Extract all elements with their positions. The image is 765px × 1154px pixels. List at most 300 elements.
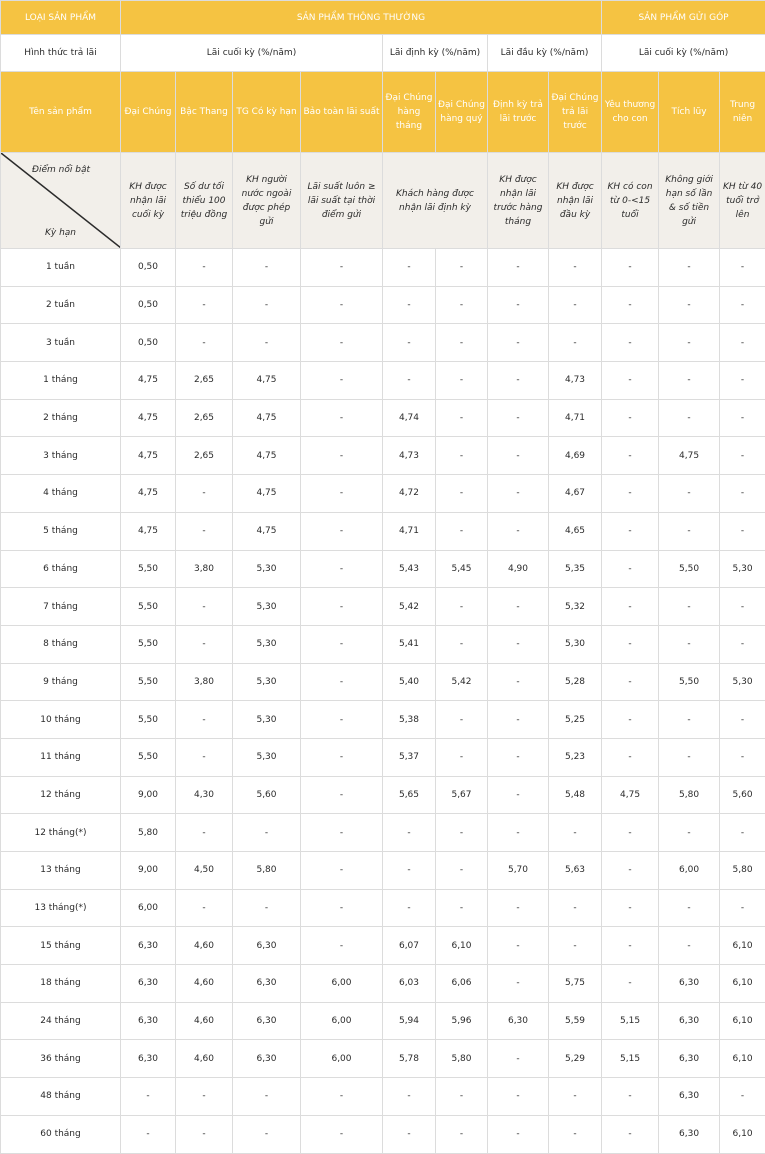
rate-cell: - xyxy=(602,1115,659,1153)
rate-cell: 6,10 xyxy=(720,1115,765,1153)
rate-cell: - xyxy=(720,588,765,626)
table-row xyxy=(1,625,765,663)
rate-cell: - xyxy=(488,249,549,287)
rate-cell: - xyxy=(488,475,549,513)
term-cell: 3 tuần xyxy=(1,324,121,362)
rate-cell: - xyxy=(301,437,383,475)
rate-cell: - xyxy=(301,852,383,890)
rate-cell: - xyxy=(436,889,488,927)
rate-cell: - xyxy=(488,324,549,362)
rate-cell: 4,73 xyxy=(549,362,602,400)
rate-cell: - xyxy=(659,588,720,626)
rate-cell: 5,30 xyxy=(720,663,765,701)
rate-cell: 5,25 xyxy=(549,701,602,739)
rate-cell: - xyxy=(488,1040,549,1078)
table-row xyxy=(1,1002,765,1040)
table-row xyxy=(1,738,765,776)
rate-cell: 4,75 xyxy=(121,512,176,550)
rate-cell: - xyxy=(176,324,233,362)
rate-cell: - xyxy=(383,1115,436,1153)
rate-cell: 4,71 xyxy=(383,512,436,550)
rate-cell: - xyxy=(301,588,383,626)
rate-cell: 5,30 xyxy=(233,701,301,739)
rate-cell: 6,30 xyxy=(121,1040,176,1078)
rate-cell: - xyxy=(383,1078,436,1116)
rate-cell: 6,10 xyxy=(720,1002,765,1040)
rate-cell: - xyxy=(720,437,765,475)
rate-cell: - xyxy=(549,286,602,324)
term-cell: 48 tháng xyxy=(1,1078,121,1116)
rate-cell: - xyxy=(301,1115,383,1153)
rate-cell: 4,75 xyxy=(121,475,176,513)
feature-cell: KH người nước ngoài được phép gửi xyxy=(233,153,301,249)
table-row xyxy=(1,1078,765,1116)
rate-cell: 6,10 xyxy=(436,927,488,965)
rate-cell: - xyxy=(602,399,659,437)
rate-cell: - xyxy=(301,286,383,324)
feature-cell: Số dư tối thiểu 100 triệu đồng xyxy=(176,153,233,249)
rate-cell: 6,00 xyxy=(659,852,720,890)
rate-cell: 4,75 xyxy=(121,437,176,475)
product-name: Đại Chúng xyxy=(121,72,176,153)
term-cell: 1 tuần xyxy=(1,249,121,287)
rate-cell: 6,30 xyxy=(659,1078,720,1116)
term-cell: 5 tháng xyxy=(1,512,121,550)
term-cell: 3 tháng xyxy=(1,437,121,475)
rate-cell: 5,28 xyxy=(549,663,602,701)
rate-cell: - xyxy=(602,625,659,663)
product-name-label: Tên sản phẩm xyxy=(1,72,121,153)
term-cell: 8 tháng xyxy=(1,625,121,663)
rate-cell: - xyxy=(436,286,488,324)
rate-cell: 6,00 xyxy=(301,1040,383,1078)
table-row xyxy=(1,324,765,362)
rate-cell: - xyxy=(176,701,233,739)
table-row xyxy=(1,550,765,588)
diagonal-header-cell xyxy=(1,153,121,249)
rate-cell: - xyxy=(436,362,488,400)
rate-cell: 5,38 xyxy=(383,701,436,739)
payment-end-of-term: Lãi cuối kỳ (%/năm) xyxy=(121,35,383,72)
rate-cell: 5,45 xyxy=(436,550,488,588)
rate-cell: 5,37 xyxy=(383,738,436,776)
rate-cell: - xyxy=(301,663,383,701)
rate-cell: - xyxy=(383,889,436,927)
rate-cell: - xyxy=(233,324,301,362)
payment-savings-end-of-term: Lãi cuối kỳ (%/năm) xyxy=(602,35,765,72)
table-row xyxy=(1,965,765,1003)
rate-cell: - xyxy=(301,814,383,852)
rate-cell: - xyxy=(301,701,383,739)
product-name: Đại Chúng trả lãi trước xyxy=(549,72,602,153)
rate-cell: 6,30 xyxy=(233,927,301,965)
term-cell: 18 tháng xyxy=(1,965,121,1003)
rate-cell: - xyxy=(488,776,549,814)
rate-cell: 5,30 xyxy=(233,588,301,626)
rate-cell: - xyxy=(602,852,659,890)
rate-cell: 4,60 xyxy=(176,1002,233,1040)
term-cell: 7 tháng xyxy=(1,588,121,626)
rate-cell: - xyxy=(659,399,720,437)
term-cell: 36 tháng xyxy=(1,1040,121,1078)
rate-cell: - xyxy=(436,324,488,362)
term-cell: 9 tháng xyxy=(1,663,121,701)
product-name: Đại Chúng hàng quý xyxy=(436,72,488,153)
rate-cell: - xyxy=(659,738,720,776)
rate-cell: - xyxy=(488,588,549,626)
rate-cell: - xyxy=(602,550,659,588)
feature-cell: KH được nhận lãi đầu kỳ xyxy=(549,153,602,249)
rate-cell: 2,65 xyxy=(176,437,233,475)
rate-cell: - xyxy=(488,663,549,701)
term-corner-label: Kỳ hạn xyxy=(45,226,76,240)
rate-cell: - xyxy=(602,738,659,776)
rate-cell: 6,30 xyxy=(233,1002,301,1040)
rate-cell: - xyxy=(301,399,383,437)
rate-cell: - xyxy=(233,249,301,287)
rate-cell: - xyxy=(488,399,549,437)
rate-cell: 6,00 xyxy=(301,1002,383,1040)
rate-cell: - xyxy=(176,1115,233,1153)
term-cell: 15 tháng xyxy=(1,927,121,965)
rate-cell: - xyxy=(233,1115,301,1153)
table-row xyxy=(1,512,765,550)
rate-cell: 6,30 xyxy=(121,927,176,965)
rate-cell: - xyxy=(176,1078,233,1116)
rate-cell: - xyxy=(720,362,765,400)
rate-cell: 6,30 xyxy=(121,1002,176,1040)
rate-cell: 5,60 xyxy=(233,776,301,814)
rate-cell: 5,23 xyxy=(549,738,602,776)
rate-cell: 6,00 xyxy=(121,889,176,927)
rate-cell: - xyxy=(383,286,436,324)
group-regular-products: SẢN PHẨM THÔNG THƯỜNG xyxy=(121,1,602,35)
rate-cell: - xyxy=(720,249,765,287)
rate-cell: 5,29 xyxy=(549,1040,602,1078)
rate-cell: 6,06 xyxy=(436,965,488,1003)
rate-cell: - xyxy=(301,324,383,362)
rate-cell: - xyxy=(602,663,659,701)
rate-cell: 4,73 xyxy=(383,437,436,475)
rate-cell: - xyxy=(233,814,301,852)
feature-cell: Khách hàng được nhận lãi định kỳ xyxy=(383,153,488,249)
product-name: TG Có kỳ hạn xyxy=(233,72,301,153)
rate-cell: 5,40 xyxy=(383,663,436,701)
rate-cell: - xyxy=(436,852,488,890)
rate-cell: 4,60 xyxy=(176,1040,233,1078)
rate-cell: 5,41 xyxy=(383,625,436,663)
rate-cell: 4,75 xyxy=(659,437,720,475)
rate-cell: 6,30 xyxy=(659,1115,720,1153)
table-row xyxy=(1,927,765,965)
table-row xyxy=(1,814,765,852)
rate-cell: - xyxy=(488,738,549,776)
rate-cell: 5,30 xyxy=(233,738,301,776)
product-name: Đại Chúng hàng tháng xyxy=(383,72,436,153)
rate-cell: 5,60 xyxy=(720,776,765,814)
rate-cell: - xyxy=(488,512,549,550)
table-row xyxy=(1,286,765,324)
rate-cell: 5,30 xyxy=(233,663,301,701)
rate-cell: - xyxy=(176,814,233,852)
rate-cell: - xyxy=(602,927,659,965)
rate-cell: - xyxy=(176,512,233,550)
rate-cell: - xyxy=(488,1078,549,1116)
term-cell: 60 tháng xyxy=(1,1115,121,1153)
rate-cell: - xyxy=(720,475,765,513)
rate-cell: 4,69 xyxy=(549,437,602,475)
feature-cell: Lãi suất luôn ≥ lãi suất tại thời điểm gửi xyxy=(301,153,383,249)
rate-cell: - xyxy=(659,249,720,287)
rate-cell: - xyxy=(549,1115,602,1153)
rate-cell: 5,80 xyxy=(659,776,720,814)
product-type-label: LOẠI SẢN PHẨM xyxy=(1,1,121,35)
rate-rows xyxy=(1,249,765,1154)
rate-cell: 4,75 xyxy=(121,362,176,400)
rate-cell: - xyxy=(383,249,436,287)
rate-cell: 5,15 xyxy=(602,1002,659,1040)
rate-cell: - xyxy=(659,362,720,400)
rate-cell: 4,75 xyxy=(233,399,301,437)
rate-cell: 4,72 xyxy=(383,475,436,513)
rate-cell: 5,50 xyxy=(121,738,176,776)
rate-cell: - xyxy=(383,362,436,400)
table-row xyxy=(1,852,765,890)
rate-cell: - xyxy=(176,738,233,776)
rate-cell: - xyxy=(488,965,549,1003)
feature-cell: KH từ 40 tuổi trở lên xyxy=(720,153,765,249)
rate-cell: - xyxy=(659,927,720,965)
table-row xyxy=(1,399,765,437)
rate-cell: 9,00 xyxy=(121,776,176,814)
term-cell: 13 tháng(*) xyxy=(1,889,121,927)
rate-cell: 5,50 xyxy=(121,550,176,588)
feature-cell: KH được nhận lãi cuối kỳ xyxy=(121,153,176,249)
rate-cell: - xyxy=(602,1078,659,1116)
rate-cell: 5,30 xyxy=(233,550,301,588)
rate-cell: - xyxy=(176,249,233,287)
rate-cell: 5,15 xyxy=(602,1040,659,1078)
rate-cell: 5,94 xyxy=(383,1002,436,1040)
rate-cell: - xyxy=(301,475,383,513)
rate-cell: - xyxy=(488,625,549,663)
rate-cell: - xyxy=(436,588,488,626)
rate-cell: 6,00 xyxy=(301,965,383,1003)
rate-cell: - xyxy=(436,701,488,739)
table-row xyxy=(1,1115,765,1153)
feature-cell: Không giới hạn số lần & số tiền gửi xyxy=(659,153,720,249)
rate-cell: - xyxy=(602,512,659,550)
rate-cell: 3,80 xyxy=(176,550,233,588)
rate-cell: - xyxy=(383,324,436,362)
product-type-row xyxy=(1,1,765,35)
rate-cell: - xyxy=(301,550,383,588)
rate-cell: 5,30 xyxy=(549,625,602,663)
rate-cell: 4,75 xyxy=(602,776,659,814)
rate-cell: - xyxy=(176,625,233,663)
rate-cell: 5,59 xyxy=(549,1002,602,1040)
rate-cell: 4,30 xyxy=(176,776,233,814)
rate-cell: - xyxy=(233,889,301,927)
table-row xyxy=(1,889,765,927)
rate-cell: - xyxy=(436,1115,488,1153)
rate-cell: - xyxy=(436,1078,488,1116)
rate-cell: - xyxy=(488,889,549,927)
product-name: Yêu thương cho con xyxy=(602,72,659,153)
term-cell: 24 tháng xyxy=(1,1002,121,1040)
table-row xyxy=(1,362,765,400)
rate-cell: - xyxy=(659,324,720,362)
rate-cell: 4,75 xyxy=(121,399,176,437)
product-name: Định kỳ trả lãi trước xyxy=(488,72,549,153)
rate-cell: 3,80 xyxy=(176,663,233,701)
rate-cell: - xyxy=(176,588,233,626)
rate-cell: - xyxy=(602,249,659,287)
rate-cell: 6,30 xyxy=(659,1002,720,1040)
rate-cell: - xyxy=(436,437,488,475)
rate-cell: - xyxy=(549,1078,602,1116)
rate-cell: - xyxy=(488,927,549,965)
rate-cell: - xyxy=(659,701,720,739)
rate-cell: 6,03 xyxy=(383,965,436,1003)
rate-cell: - xyxy=(602,814,659,852)
rate-cell: 6,30 xyxy=(659,965,720,1003)
rate-cell: - xyxy=(659,814,720,852)
rate-cell: - xyxy=(383,852,436,890)
rate-cell: 4,60 xyxy=(176,965,233,1003)
term-cell: 4 tháng xyxy=(1,475,121,513)
rate-cell: 5,50 xyxy=(659,550,720,588)
rate-cell: - xyxy=(720,889,765,927)
rate-cell: 6,30 xyxy=(659,1040,720,1078)
rate-cell: - xyxy=(436,738,488,776)
rate-cell: - xyxy=(121,1078,176,1116)
rate-cell: - xyxy=(488,701,549,739)
rate-cell: - xyxy=(659,889,720,927)
rate-cell: 5,65 xyxy=(383,776,436,814)
term-cell: 1 tháng xyxy=(1,362,121,400)
rate-cell: - xyxy=(659,625,720,663)
rate-cell: 6,10 xyxy=(720,1040,765,1078)
rate-cell: - xyxy=(602,588,659,626)
rate-cell: - xyxy=(602,965,659,1003)
rate-cell: - xyxy=(549,927,602,965)
rate-cell: - xyxy=(233,1078,301,1116)
rate-cell: 4,74 xyxy=(383,399,436,437)
rate-cell: 6,30 xyxy=(488,1002,549,1040)
rate-cell: - xyxy=(436,512,488,550)
term-cell: 11 tháng xyxy=(1,738,121,776)
rate-cell: - xyxy=(301,512,383,550)
rate-cell: - xyxy=(301,362,383,400)
rate-cell: - xyxy=(659,475,720,513)
rate-cell: - xyxy=(488,286,549,324)
rate-cell: 4,75 xyxy=(233,512,301,550)
rate-cell: 4,65 xyxy=(549,512,602,550)
rate-cell: 5,35 xyxy=(549,550,602,588)
term-cell: 10 tháng xyxy=(1,701,121,739)
payment-upfront: Lãi đầu kỳ (%/năm) xyxy=(488,35,602,72)
rate-cell: - xyxy=(720,701,765,739)
rate-cell: - xyxy=(301,776,383,814)
rate-cell: - xyxy=(720,738,765,776)
product-name: Trung niên xyxy=(720,72,765,153)
rate-cell: 5,48 xyxy=(549,776,602,814)
group-savings-products: SẢN PHẨM GỬI GÓP xyxy=(602,1,765,35)
rate-cell: - xyxy=(121,1115,176,1153)
rate-cell: - xyxy=(436,475,488,513)
rate-cell: - xyxy=(602,701,659,739)
rate-cell: 5,30 xyxy=(720,550,765,588)
term-cell: 6 tháng xyxy=(1,550,121,588)
rate-cell: 5,63 xyxy=(549,852,602,890)
rate-cell: 2,65 xyxy=(176,362,233,400)
rate-cell: 6,10 xyxy=(720,965,765,1003)
rate-cell: - xyxy=(602,475,659,513)
rate-cell: 4,75 xyxy=(233,437,301,475)
rate-cell: 4,67 xyxy=(549,475,602,513)
rate-cell: 5,30 xyxy=(233,625,301,663)
rate-cell: 9,00 xyxy=(121,852,176,890)
rate-cell: - xyxy=(436,625,488,663)
rate-cell: 5,50 xyxy=(121,701,176,739)
rate-cell: - xyxy=(659,512,720,550)
rate-cell: 6,30 xyxy=(233,1040,301,1078)
product-name: Bảo toàn lãi suất xyxy=(301,72,383,153)
rate-cell: 4,75 xyxy=(233,475,301,513)
product-name-row xyxy=(1,72,765,153)
rate-cell: 6,30 xyxy=(121,965,176,1003)
rate-cell: 5,70 xyxy=(488,852,549,890)
rate-cell: - xyxy=(436,399,488,437)
rate-cell: - xyxy=(549,249,602,287)
rate-cell: - xyxy=(176,889,233,927)
rate-cell: 4,90 xyxy=(488,550,549,588)
rate-cell: 5,80 xyxy=(121,814,176,852)
feature-cell: KH được nhận lãi trước hàng tháng xyxy=(488,153,549,249)
rate-cell: 5,50 xyxy=(659,663,720,701)
rate-cell: - xyxy=(659,286,720,324)
payment-method-label: Hình thức trả lãi xyxy=(1,35,121,72)
rate-cell: - xyxy=(602,362,659,400)
rate-cell: 4,71 xyxy=(549,399,602,437)
rate-cell: 4,75 xyxy=(233,362,301,400)
rate-cell: - xyxy=(602,286,659,324)
term-cell: 12 tháng xyxy=(1,776,121,814)
rate-cell: 4,60 xyxy=(176,927,233,965)
product-name: Bậc Thang xyxy=(176,72,233,153)
table-row xyxy=(1,475,765,513)
rate-cell: - xyxy=(720,814,765,852)
rate-cell: - xyxy=(383,814,436,852)
rate-cell: 5,80 xyxy=(720,852,765,890)
product-name: Tích lũy xyxy=(659,72,720,153)
rate-cell: - xyxy=(176,286,233,324)
rate-cell: - xyxy=(233,286,301,324)
rate-cell: - xyxy=(488,362,549,400)
rate-cell: - xyxy=(301,1078,383,1116)
rate-cell: - xyxy=(436,249,488,287)
rate-cell: 4,50 xyxy=(176,852,233,890)
rate-cell: 5,67 xyxy=(436,776,488,814)
rate-cell: - xyxy=(720,399,765,437)
rate-cell: 0,50 xyxy=(121,249,176,287)
rate-cell: - xyxy=(488,437,549,475)
table-row xyxy=(1,437,765,475)
feature-corner-label: Điểm nổi bật xyxy=(32,163,90,177)
rate-cell: 5,75 xyxy=(549,965,602,1003)
rate-cell: 6,07 xyxy=(383,927,436,965)
